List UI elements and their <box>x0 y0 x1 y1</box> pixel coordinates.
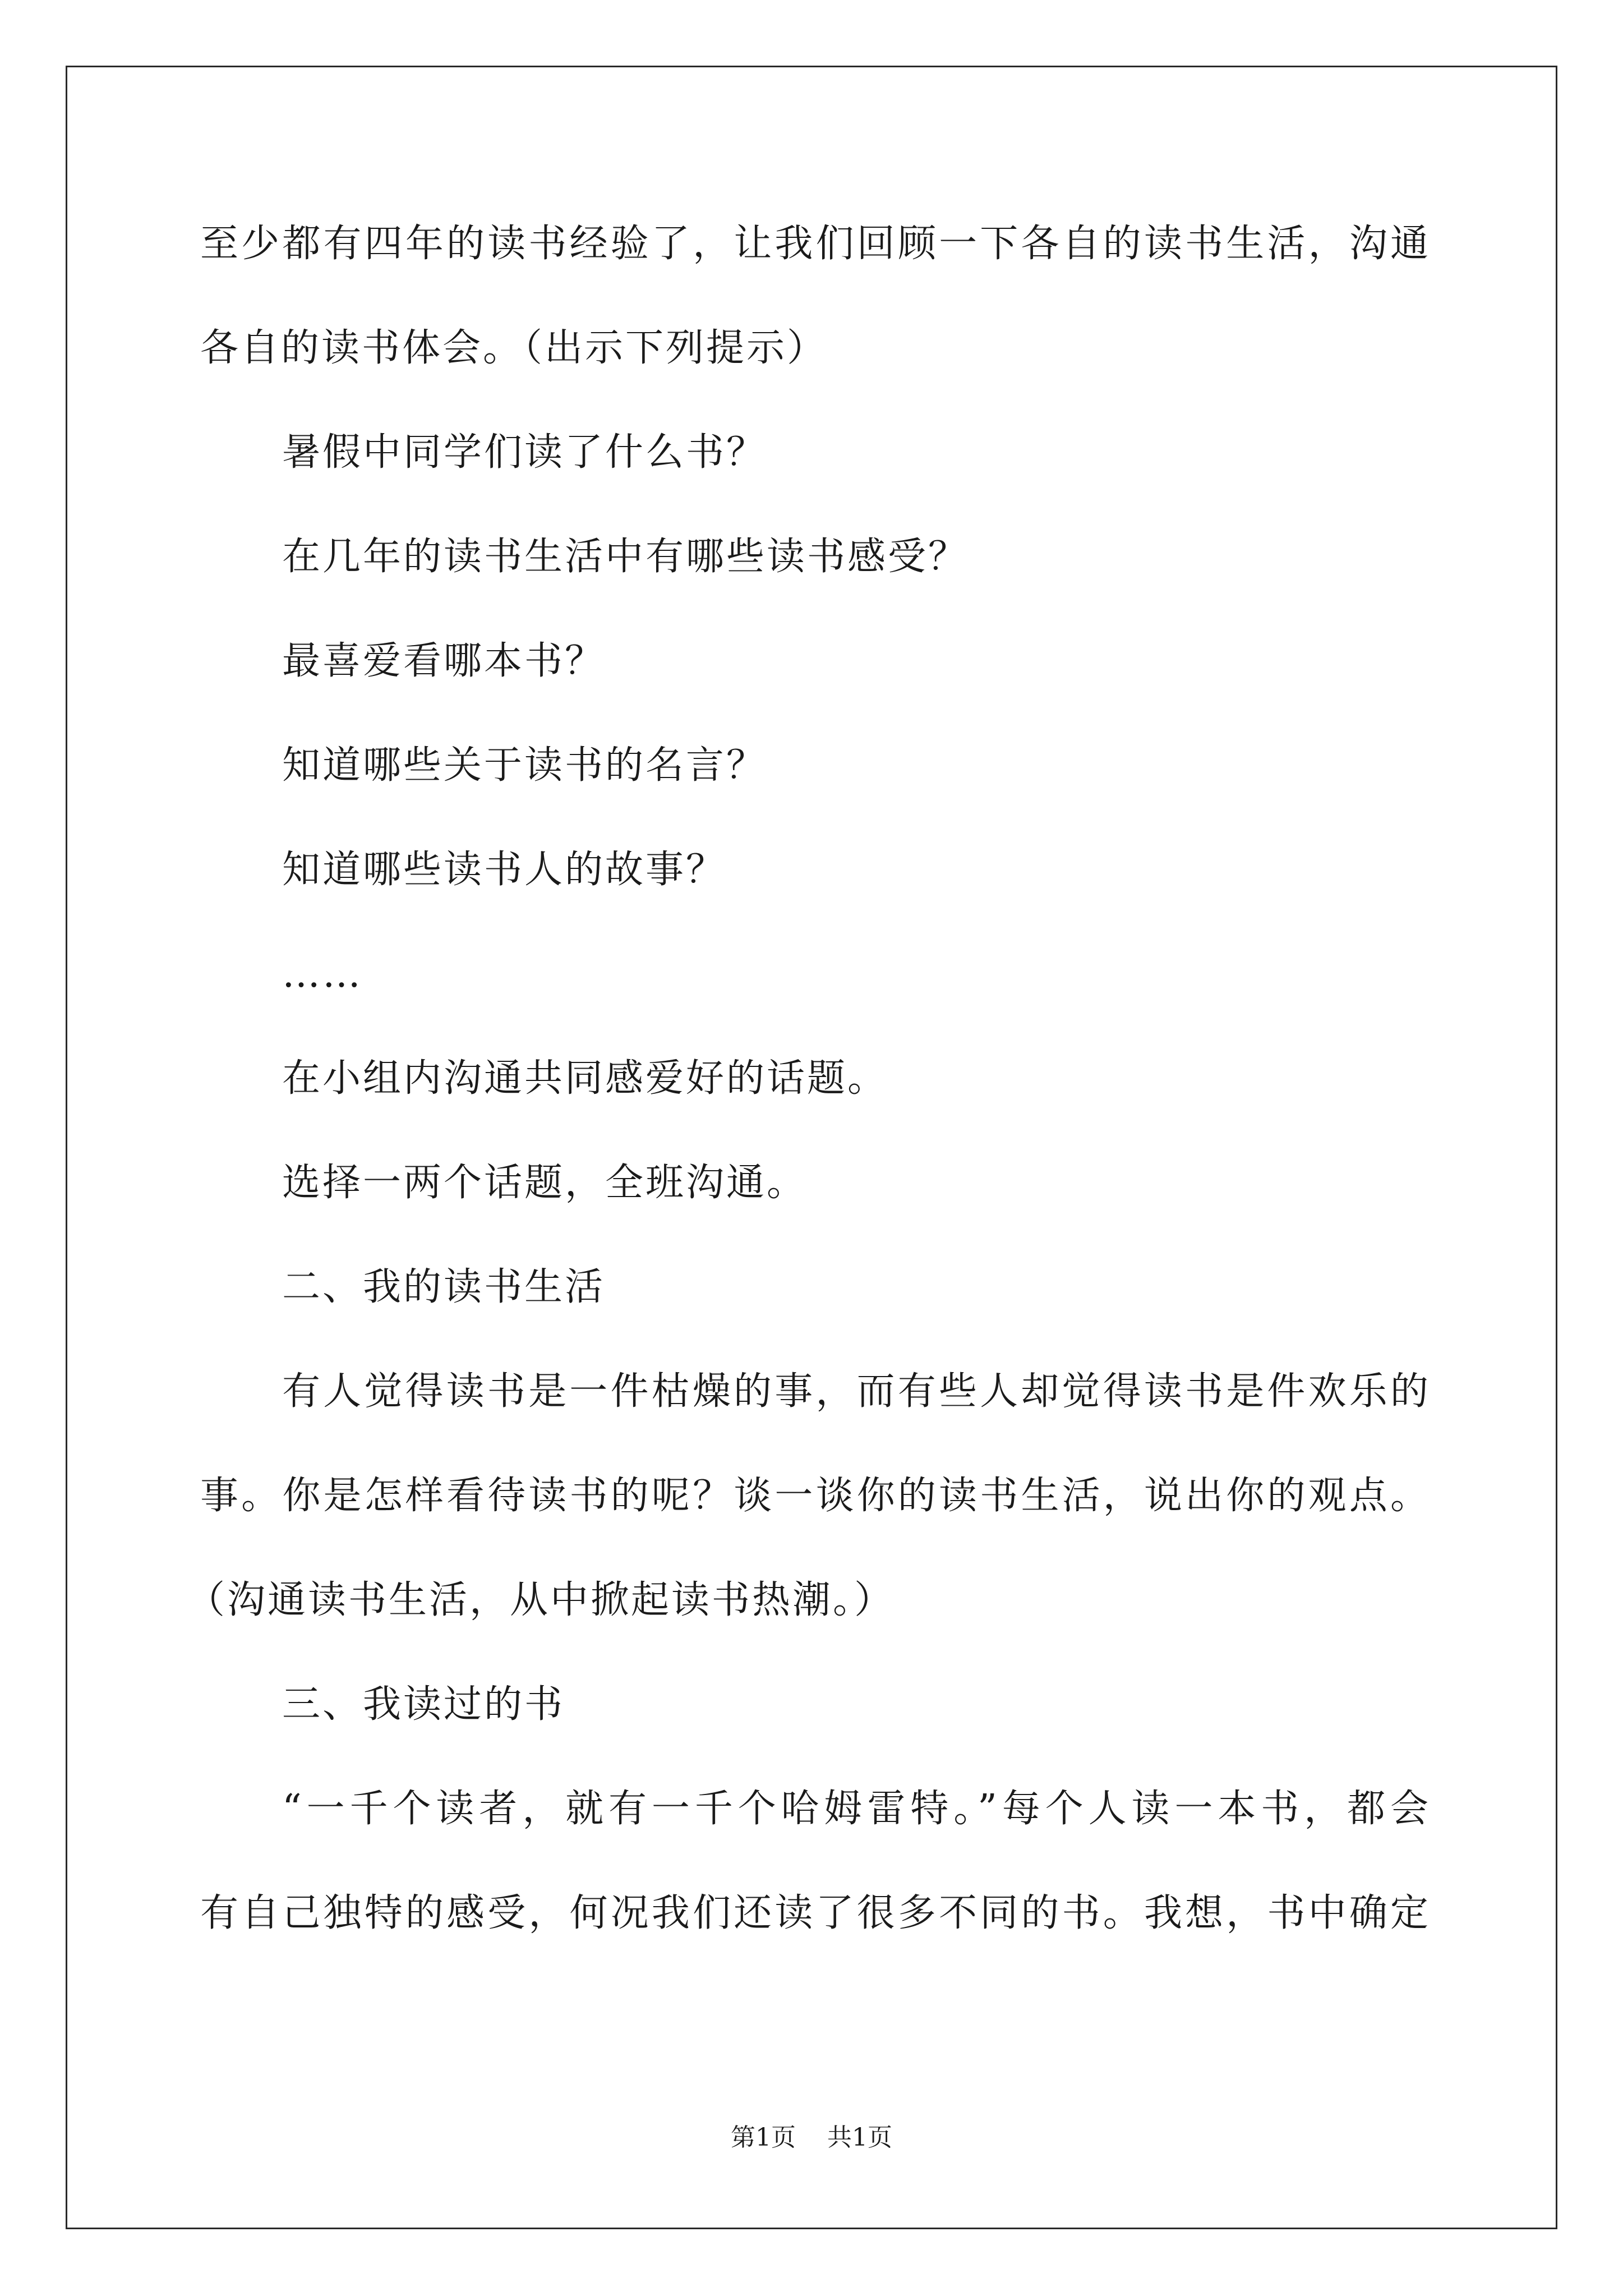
question-line: 知道哪些关于读书的名言？ <box>282 743 767 788</box>
question-line: 最喜爱看哪本书？ <box>282 639 606 683</box>
page-total: 共1页 <box>827 2123 892 2152</box>
text-line: 至少都有四年的读书经验了，让我们回顾一下各自的读书生活，沟通 <box>200 222 1428 266</box>
ellipsis-line: …… <box>282 952 363 996</box>
text-line: 有自己独特的感受，何况我们还读了很多不同的书。我想，书中确定 <box>200 1891 1428 1935</box>
text-line: “一千个读者，就有一千个哈姆雷特。”每个人读一本书，都会 <box>282 1787 1428 1831</box>
text-line: （沟通读书生活，从中掀起读书热潮。） <box>187 1578 895 1622</box>
page-footer <box>0 2122 1623 2154</box>
question-line: 暑假中同学们读了什么书？ <box>282 430 767 475</box>
question-line: 知道哪些读书人的故事？ <box>282 848 727 892</box>
text-line: 在小组内沟通共同感爱好的话题。 <box>282 1056 888 1101</box>
text-line: 选择一两个话题，全班沟通。 <box>282 1161 808 1205</box>
section-heading: 三、我读过的书 <box>282 1682 565 1727</box>
text-line: 有人觉得读书是一件枯燥的事，而有些人却觉得读书是件欢乐的 <box>282 1369 1428 1414</box>
text-line: 各自的读书体会。（出示下列提示） <box>200 326 828 370</box>
page-number: 第1页 <box>731 2123 796 2152</box>
text-line: 事。你是怎样看待读书的呢？谈一谈你的读书生活，说出你的观点。 <box>200 1474 1428 1518</box>
question-line: 在几年的读书生活中有哪些读书感受？ <box>282 535 969 579</box>
section-heading: 二、我的读书生活 <box>282 1265 606 1309</box>
